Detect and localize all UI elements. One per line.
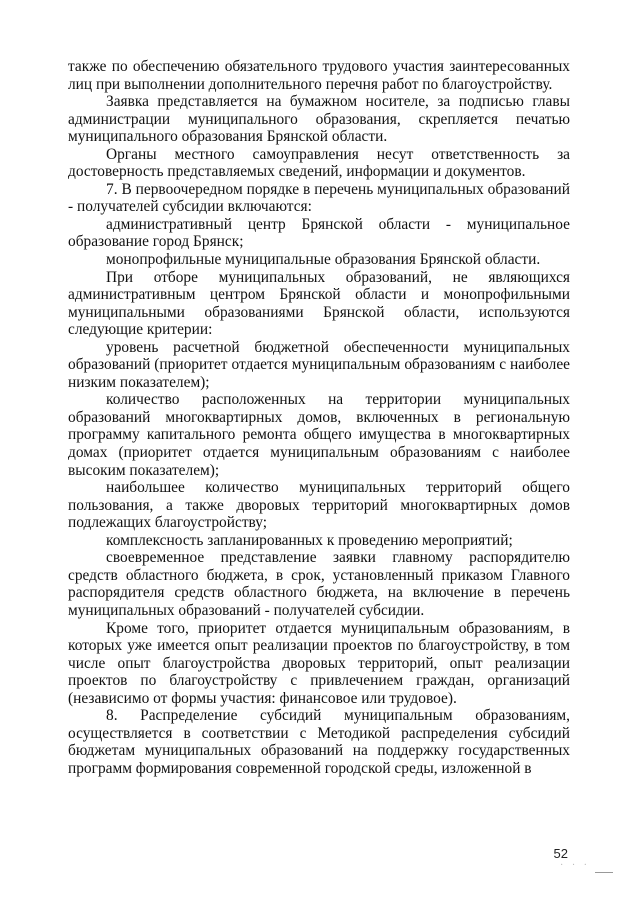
list-item: количество расположенных на территории муниципальных образований многоквартирных домов, включенных в региональную программу капитального ремонта общего имущества в многоквартирных домах (приоритет отдается муниципальным образованиям с наиболее высоким показателем); xyxy=(68,391,570,479)
paragraph: Органы местного самоуправления несут ответственность за достоверность представляемых сведений, информации и документов. xyxy=(68,145,570,181)
paragraph: Кроме того, приоритет отдается муниципальным образованиям, в которых уже имеется опыт реализации проектов по благоустройству, в том числе опыт благоустройства дворовых территорий, опыт реализации проектов по благоустройству с привлечением граждан, организаций (независимо от формы участия: финансовое или трудовое). xyxy=(68,619,570,707)
paragraph: 8. Распределение субсидий муниципальным образованиям, осуществляется в соответствии с Методикой распределения субсидий бюджетам муниципальных образований на поддержку государственных программ формирования современной городской среды, изложенной в xyxy=(68,707,570,777)
list-item: уровень расчетной бюджетной обеспеченности муниципальных образований (приоритет отдается муниципальным образованиям с наиболее низким показателем); xyxy=(68,338,570,391)
list-item: административный центр Брянской области - муниципальное образование город Брянск; xyxy=(68,215,570,251)
document-body xyxy=(68,58,570,777)
list-item: монопрофильные муниципальные образования Брянской области. xyxy=(106,251,541,269)
list-item: своевременное представление заявки главному распорядителю средств областного бюджета, в срок, установленный приказом Главного распорядителя средств областного бюджета, на включение в перечень муниципальных образований - получателей субсидии. xyxy=(68,549,570,619)
page-number: 52 xyxy=(553,846,568,861)
list-item: комплексность запланированных к проведению мероприятий; xyxy=(106,531,513,549)
list-item: наибольшее количество муниципальных территорий общего пользования, а также дворовых территорий многоквартирных домов подлежащих благоустройству; xyxy=(68,479,570,532)
scan-speckles: · · · xyxy=(560,860,590,871)
scan-mark xyxy=(595,872,613,873)
paragraph: При отборе муниципальных образований, не являющихся административным центром Брянской области и монопрофильными муниципальными образованиями Брянской области, используются следующие критерии: xyxy=(68,268,570,339)
paragraph: также по обеспечению обязательного трудового участия заинтересованных лиц при выполнении дополнительного перечня работ по благоустройству. xyxy=(68,58,570,93)
paragraph: 7. В первоочередном порядке в перечень муниципальных образований - получателей субсидии включаются: xyxy=(68,180,570,216)
paragraph: Заявка представляется на бумажном носителе, за подписью главы администрации муниципального образования, скрепляется печатью муниципального образования Брянской области. xyxy=(68,93,570,146)
